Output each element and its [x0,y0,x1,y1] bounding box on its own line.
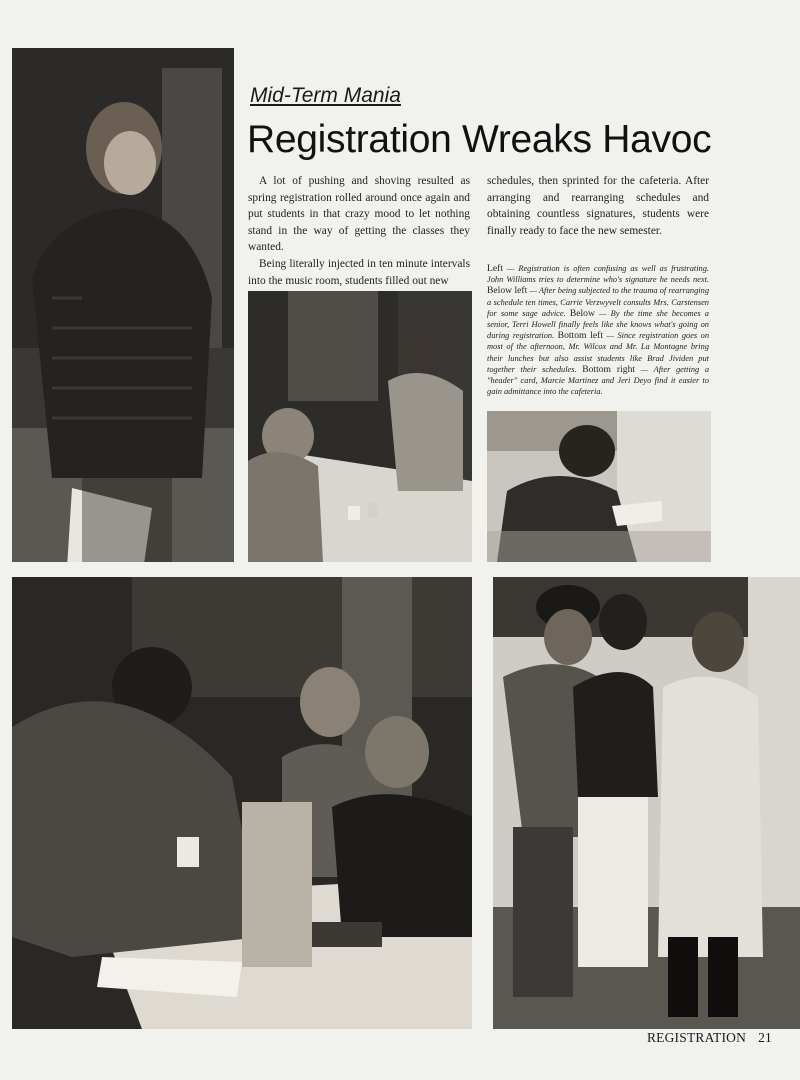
photo-bottom-right-header-card [493,577,800,1029]
photo-left-student-on-phone [12,48,234,562]
body-paragraph-1: A lot of pushing and shoving resulted as spring registration rolled around once again and put students in that crazy mood to let nothing stand in the way of getting the classes they wanted. [248,175,470,254]
article-body-column-2 [487,173,709,239]
caption-label-bottom-right: Bottom right [582,363,636,375]
caption-text-below: By the time she becomes a senior, Terri Howell finally feels like she knows what's going on during registration. [487,308,709,341]
caption-label-below: Below [569,307,595,319]
photo-bottom-left-teachers-lunch [12,577,472,1029]
article-body-column-1 [248,173,470,289]
page-number: 21 [758,1030,772,1045]
caption-text-below-left: After being subjected to the trauma of rearranging a schedule ten times, Carrie Verzwyvelt consults Mrs. Carstensen for some sage advice. [487,286,710,318]
caption-text-bottom-right: After getting a "header" card, Marcie Martinez and Jeri Deyo find it easier to gain admittance into the cafeteria. [487,364,710,397]
body-paragraph-2: Being literally injected in ten minute intervals into the music room, students filled out new [248,257,470,287]
photo-below-senior-writing [487,411,711,562]
photo-below-left-schedule-advice [248,291,472,562]
body-paragraph-3: schedules, then sprinted for the cafeteria. After arranging and rearranging schedules and obtaining countless signatures, students were finally ready to face the new semester. [487,175,709,237]
footer-section: REGISTRATION [646,1030,747,1045]
caption-label-below-left: Below left [487,285,528,297]
caption-label-bottom-left: Bottom left [557,330,604,342]
page-footer [647,1030,772,1046]
article-kicker: Mid-Term Mania [250,84,401,107]
caption-text-bottom-left: Since registration goes on most of the afternoon, Mr. Wilcox and Mr. La Montagne bring their lunches but also assist students like Brad Jividen put together their schedules. [487,331,710,374]
caption-text-left: Registration is often confusing as well as frustrating. John Williams tries to determine who's signature he needs next. [487,264,710,285]
photo-captions: Left — Registration is often confusing as well as frustrating. John Williams tries to determine who's signature he needs next. Below left — After being subjected to the trauma of rearranging a schedule ten times, Carrie Verzwyvelt consults Mrs. Carstensen for some sage advice. Below — By the time she becomes a senior, Terri Howell finally feels like she knows what's going on during registration. Bottom left — Since registration goes on most of the afternoon, Mr. Wilcox and Mr. La Montagne bring their lunches but also assist students like Brad Jividen put together their schedules. Bottom right — After getting a "header" card, Marcie Martinez and Jeri Deyo find it easier to gain admittance into the cafeteria. [487,263,710,397]
article-title: Registration Wreaks Havoc [247,118,712,161]
caption-label-left: Left [487,263,503,274]
